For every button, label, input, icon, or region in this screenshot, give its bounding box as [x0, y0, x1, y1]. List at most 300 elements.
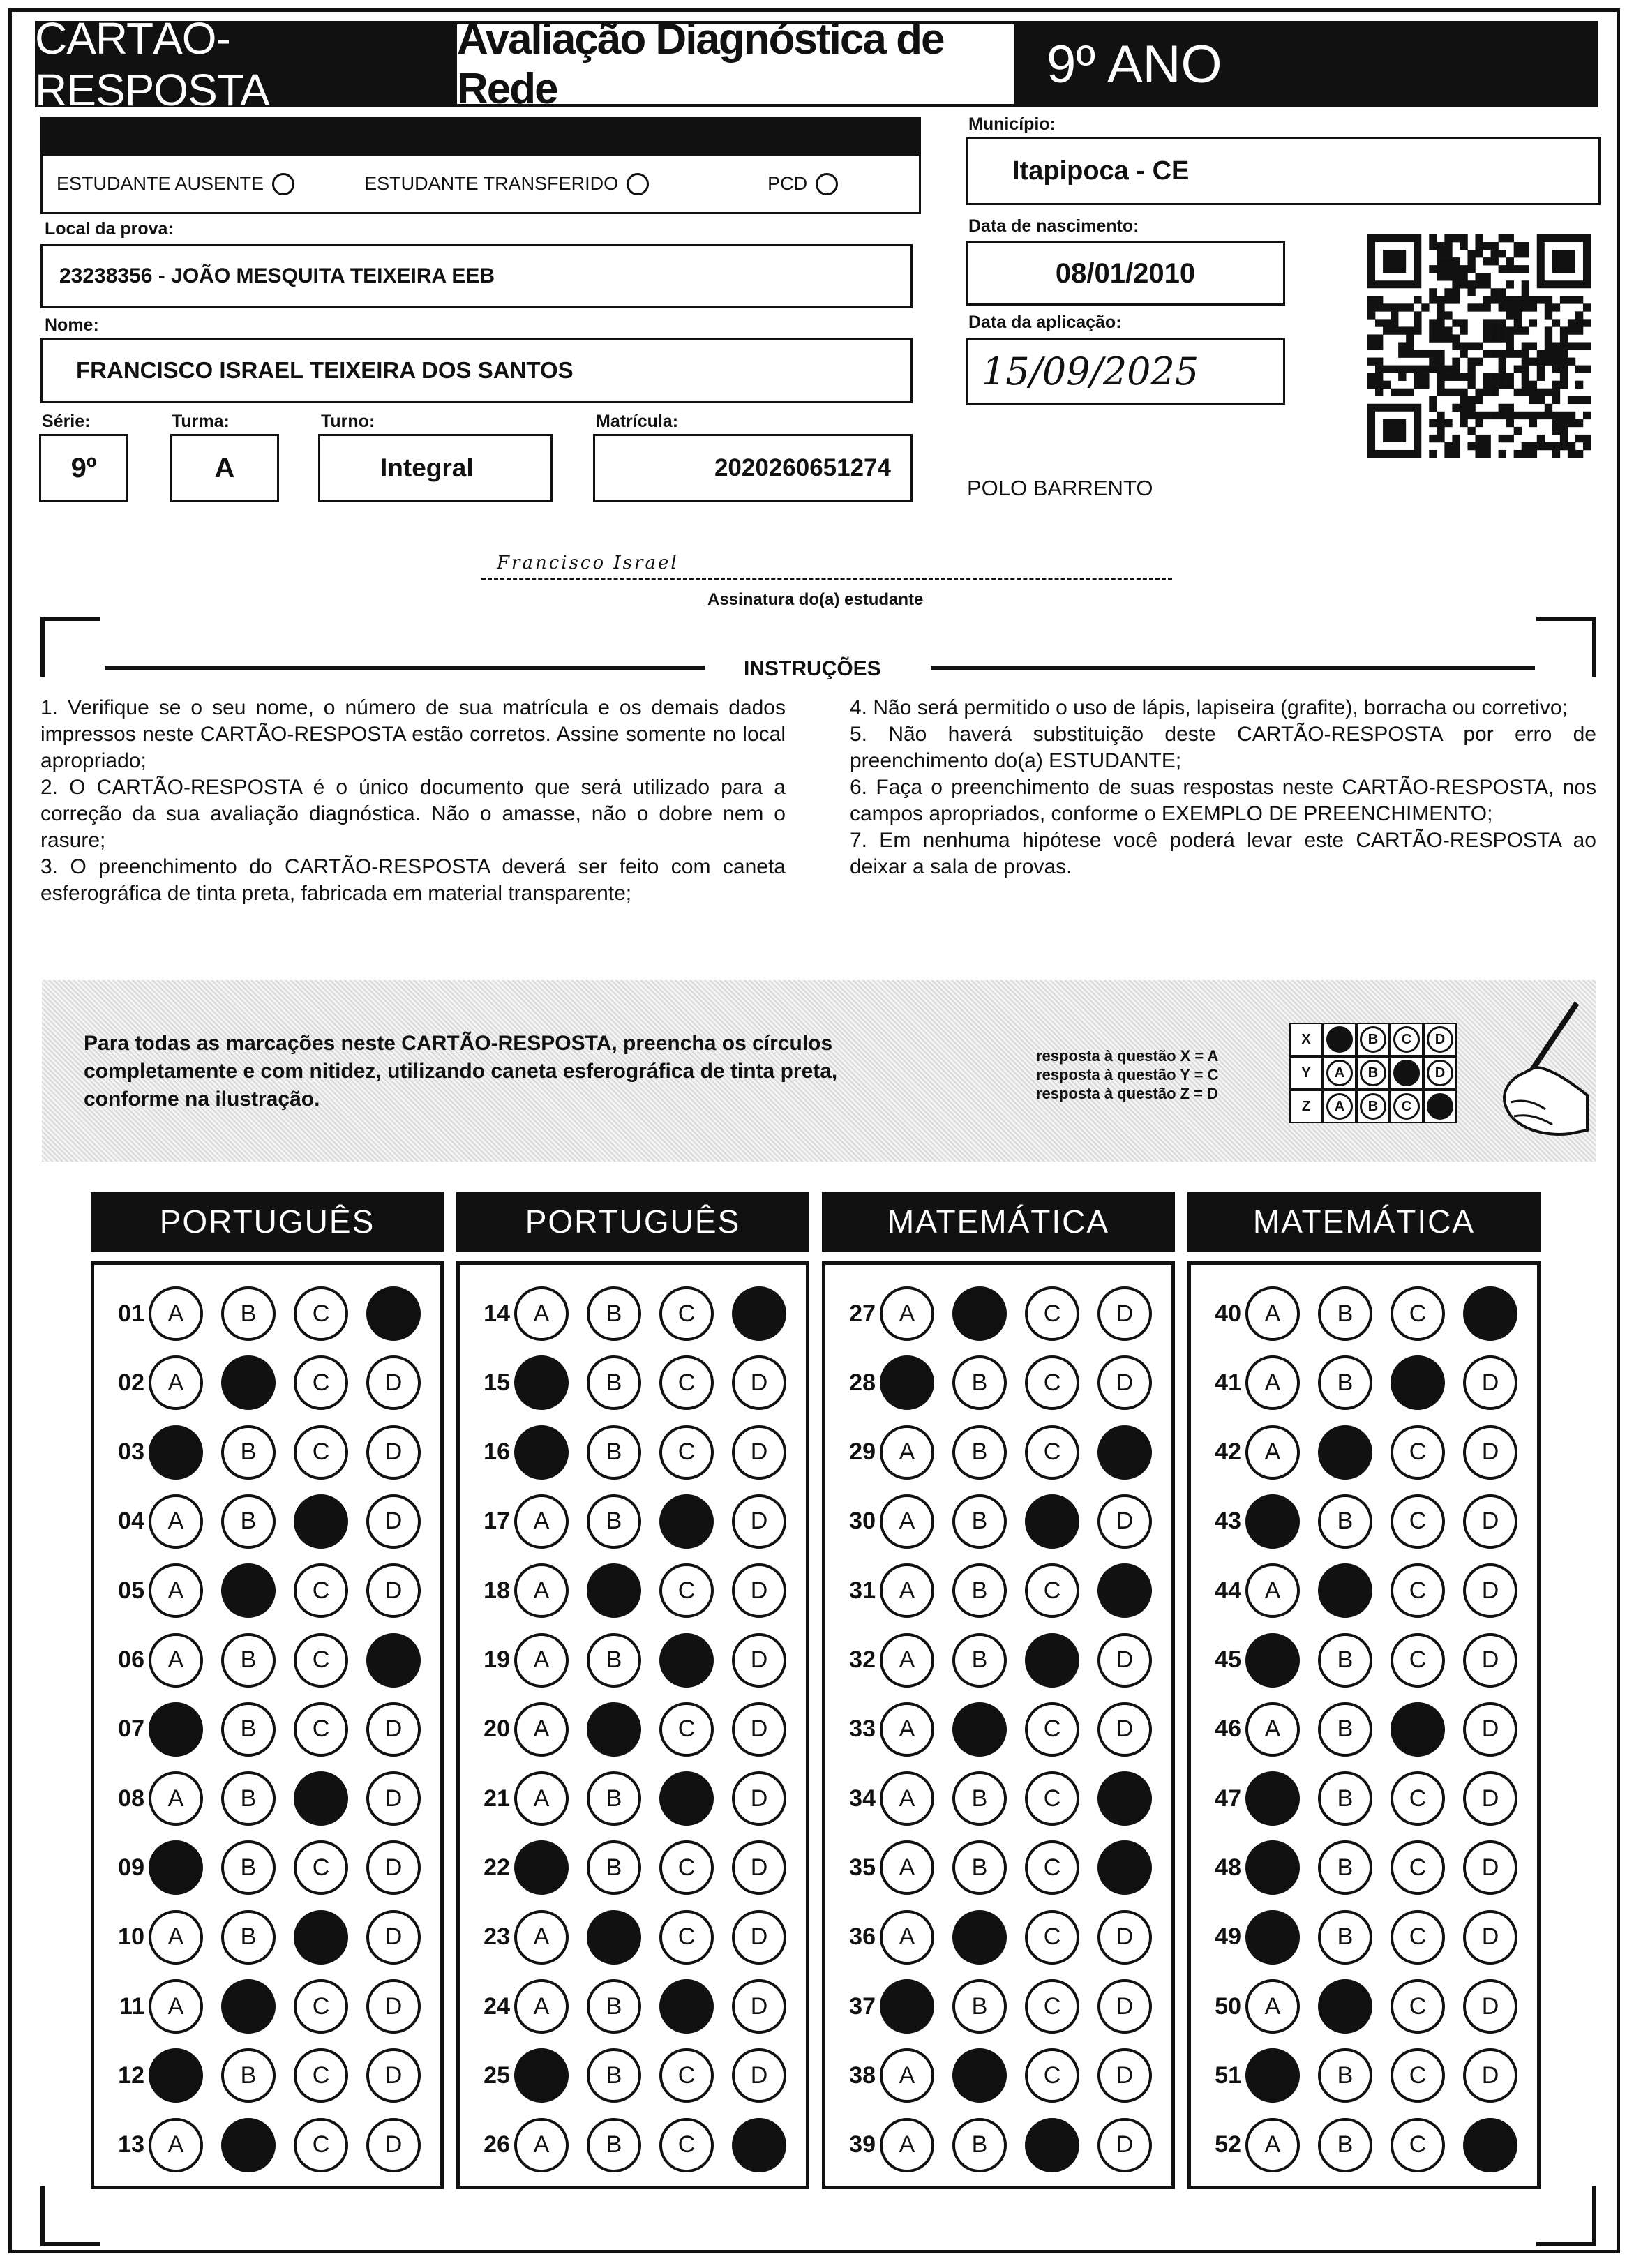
answer-bubble-a[interactable]: A	[880, 1494, 934, 1549]
answer-bubble-c[interactable]: C	[1025, 1563, 1079, 1618]
answer-bubble-b[interactable]: B	[952, 1910, 1007, 1965]
question-number: 37	[849, 1992, 876, 2020]
answer-bubble-a[interactable]: A	[1245, 1910, 1300, 1965]
answer-bubble-d[interactable]: D	[366, 1355, 421, 1410]
example-cell	[1356, 1090, 1390, 1123]
answer-bubble-c[interactable]: C	[1391, 1633, 1445, 1688]
answer-bubble-a[interactable]: A	[149, 1355, 203, 1410]
answer-bubble-d[interactable]: D	[1463, 1563, 1517, 1618]
question-number: 15	[484, 1369, 510, 1396]
answer-bubble-c[interactable]: C	[1025, 1840, 1079, 1895]
answer-bubble-d[interactable]: D	[1463, 1355, 1517, 1410]
answer-bubble-a[interactable]: A	[1245, 1979, 1300, 2034]
question-row	[1202, 1487, 1536, 1556]
answer-bubble-a[interactable]: A	[1245, 1771, 1300, 1826]
answer-bubble-c[interactable]: C	[294, 1355, 348, 1410]
answer-bubble-a[interactable]: A	[514, 1425, 569, 1480]
answer-bubble-c[interactable]: C	[1391, 1286, 1445, 1341]
answer-bubble-b[interactable]: B	[952, 1840, 1007, 1895]
example-bubble: B	[1360, 1060, 1386, 1086]
answer-bubble-c[interactable]: C	[1391, 2118, 1445, 2172]
answer-bubble-b[interactable]: B	[1318, 2118, 1372, 2172]
answer-bubble-c[interactable]: C	[1025, 1494, 1079, 1549]
answer-bubble-b[interactable]: B	[952, 1494, 1007, 1549]
answer-bubble-d[interactable]: D	[1463, 1771, 1517, 1826]
example-grid	[1289, 1023, 1457, 1123]
answer-bubble-a[interactable]: A	[1245, 1494, 1300, 1549]
answer-bubble-c[interactable]: C	[659, 1286, 714, 1341]
answer-bubble-b[interactable]: B	[1318, 2048, 1372, 2103]
answer-bubble-c[interactable]: C	[1025, 1425, 1079, 1480]
example-cell	[1423, 1090, 1457, 1123]
answer-bubble-c[interactable]: C	[294, 1979, 348, 2034]
answer-bubble-d[interactable]: D	[1097, 1702, 1152, 1757]
answer-bubble-d[interactable]: D	[1463, 1286, 1517, 1341]
answer-bubble-c[interactable]: C	[1025, 1286, 1079, 1341]
answer-bubble-d[interactable]: D	[1097, 1840, 1152, 1895]
answer-bubble-a[interactable]: A	[149, 2118, 203, 2172]
turma-label: Turma:	[172, 412, 230, 431]
answer-bubble-b[interactable]: B	[587, 1494, 641, 1549]
question-row	[471, 1279, 804, 1349]
answer-bubble-a[interactable]: A	[880, 2118, 934, 2172]
transferred-bubble[interactable]	[627, 173, 649, 195]
answer-bubble-c[interactable]: C	[659, 1355, 714, 1410]
question-number: 10	[118, 1923, 144, 1951]
matricula-label: Matrícula:	[596, 412, 679, 431]
answer-bubble-d[interactable]: D	[366, 1840, 421, 1895]
answer-bubble-b[interactable]: B	[221, 1563, 276, 1618]
absent-bubble[interactable]	[272, 173, 294, 195]
answer-bubble-d[interactable]: D	[1097, 1979, 1152, 2034]
answer-bubble-d[interactable]: D	[366, 1563, 421, 1618]
instruction-item: 3. O preenchimento do CARTÃO-RESPOSTA deverá ser feito com caneta esferográfica de tinta preta, fabricada em material transparente;	[40, 855, 786, 905]
answer-bubble-d[interactable]: D	[1463, 1425, 1517, 1480]
answer-bubble-c[interactable]: C	[1025, 1771, 1079, 1826]
answer-bubble-c[interactable]: C	[294, 2048, 348, 2103]
question-number: 47	[1215, 1785, 1241, 1812]
answer-bubble-a[interactable]: A	[514, 1494, 569, 1549]
answer-bubble-d[interactable]: D	[366, 1425, 421, 1480]
question-number: 18	[484, 1577, 510, 1604]
question-number: 11	[119, 1992, 144, 2020]
answer-bubble-b[interactable]: B	[952, 1702, 1007, 1757]
answer-bubble-c[interactable]: C	[294, 1771, 348, 1826]
question-row	[837, 1279, 1170, 1349]
answer-bubble-a[interactable]: A	[149, 1425, 203, 1480]
answer-bubble-a[interactable]: A	[880, 1910, 934, 1965]
turma-field: A	[170, 434, 279, 502]
answer-bubble-a[interactable]: A	[514, 2048, 569, 2103]
card-title: CARTÃO-RESPOSTA	[35, 13, 269, 115]
question-row	[471, 1695, 804, 1764]
answer-bubble-d[interactable]: D	[1463, 1494, 1517, 1549]
name-label: Nome:	[45, 315, 99, 335]
answer-bubble-b[interactable]: B	[221, 1910, 276, 1965]
answer-bubble-a[interactable]: A	[1245, 1425, 1300, 1480]
question-number: 49	[1215, 1923, 1241, 1951]
answer-bubble-a[interactable]: A	[1245, 1355, 1300, 1410]
answer-bubble-c[interactable]: C	[1391, 1702, 1445, 1757]
answer-bubble-b[interactable]: B	[1318, 1633, 1372, 1688]
answer-bubble-a[interactable]: A	[880, 1563, 934, 1618]
answer-bubble-a[interactable]: A	[880, 1633, 934, 1688]
answer-bubble-c[interactable]: C	[294, 1633, 348, 1688]
answer-bubble-a[interactable]: A	[149, 1771, 203, 1826]
answer-bubble-b[interactable]: B	[221, 1702, 276, 1757]
answer-bubble-b[interactable]: B	[1318, 1425, 1372, 1480]
answer-bubble-c[interactable]: C	[659, 1771, 714, 1826]
answer-bubble-b[interactable]: B	[1318, 1979, 1372, 2034]
answer-bubble-a[interactable]: A	[149, 1633, 203, 1688]
answer-bubble-b[interactable]: B	[587, 1563, 641, 1618]
answer-bubble-a[interactable]: A	[1245, 2118, 1300, 2172]
serie-field: 9º	[39, 434, 128, 502]
answer-bubble-c[interactable]: C	[659, 2118, 714, 2172]
answer-bubble-a[interactable]: A	[1245, 1286, 1300, 1341]
answer-bubble-d[interactable]: D	[732, 1563, 786, 1618]
answer-bubble-c[interactable]: C	[1391, 1979, 1445, 2034]
answer-bubble-b[interactable]: B	[952, 1563, 1007, 1618]
answer-bubble-d[interactable]: D	[732, 1979, 786, 2034]
answer-bubble-b[interactable]: B	[952, 2048, 1007, 2103]
answer-bubble-a[interactable]: A	[880, 2048, 934, 2103]
answer-bubble-d[interactable]: D	[732, 1771, 786, 1826]
answer-bubble-c[interactable]: C	[659, 1633, 714, 1688]
answer-bubble-d[interactable]: D	[732, 1840, 786, 1895]
example-row	[1289, 1056, 1457, 1090]
answer-bubble-c[interactable]: C	[659, 2048, 714, 2103]
question-number: 32	[849, 1646, 876, 1673]
subject-header: MATEMÁTICA	[822, 1192, 1175, 1252]
answer-bubble-b[interactable]: B	[221, 1425, 276, 1480]
answer-bubble-d[interactable]: D	[366, 1494, 421, 1549]
answer-bubble-d[interactable]: D	[1463, 1840, 1517, 1895]
answer-bubble-b[interactable]: B	[221, 1355, 276, 1410]
answer-bubble-b[interactable]: B	[952, 1425, 1007, 1480]
question-number: 16	[484, 1439, 510, 1466]
answer-bubble-a[interactable]: A	[149, 1563, 203, 1618]
example-legend	[1036, 1046, 1218, 1103]
answer-bubble-c[interactable]: C	[1391, 1425, 1445, 1480]
municipio-field: Itapipoca - CE	[966, 137, 1601, 205]
question-row	[1202, 1972, 1536, 2041]
question-number: 29	[849, 1439, 876, 1466]
answer-bubble-c[interactable]: C	[1391, 1910, 1445, 1965]
example-bubble: A	[1326, 1093, 1353, 1120]
question-number: 33	[849, 1715, 876, 1743]
answer-bubble-c[interactable]: C	[294, 1286, 348, 1341]
answer-bubble-c[interactable]: C	[659, 1425, 714, 1480]
answer-bubble-b[interactable]: B	[952, 2118, 1007, 2172]
answer-bubble-d[interactable]: D	[1097, 1771, 1152, 1826]
hand-pen-icon	[1458, 998, 1591, 1151]
answer-bubble-a[interactable]: A	[1245, 1633, 1300, 1688]
answer-bubble-b[interactable]: B	[1318, 1355, 1372, 1410]
question-number: 48	[1215, 1854, 1241, 1881]
corner-mark	[40, 617, 100, 677]
question-row	[105, 1902, 439, 1972]
answer-bubble-c[interactable]: C	[294, 1425, 348, 1480]
answer-bubble-a[interactable]: A	[880, 1771, 934, 1826]
question-number: 34	[849, 1785, 876, 1812]
question-number: 06	[118, 1646, 144, 1673]
answer-bubble-d[interactable]: D	[366, 2048, 421, 2103]
answer-bubble-a[interactable]: A	[149, 1286, 203, 1341]
instruction-item: 6. Faça o preenchimento de suas respostas neste CARTÃO-RESPOSTA, nos campos apropriados, conforme o EXEMPLO DE PREENCHIMENTO;	[850, 776, 1596, 825]
question-number: 41	[1215, 1369, 1241, 1396]
answer-bubble-d[interactable]: D	[732, 2048, 786, 2103]
question-row	[471, 1487, 804, 1556]
serie-label: Série:	[42, 412, 91, 431]
answer-bubble-c[interactable]: C	[1391, 1563, 1445, 1618]
answer-bubble-b[interactable]: B	[221, 2048, 276, 2103]
signature: Francisco Israel	[497, 553, 679, 573]
example-bubble: D	[1427, 1026, 1453, 1053]
answer-bubble-a[interactable]: A	[1245, 1563, 1300, 1618]
question-number: 01	[118, 1300, 144, 1327]
answer-bubble-b[interactable]: B	[1318, 1494, 1372, 1549]
answer-bubble-c[interactable]: C	[1025, 1979, 1079, 2034]
answer-bubble-b[interactable]: B	[221, 1840, 276, 1895]
question-number: 31	[849, 1577, 876, 1604]
answer-bubble-d[interactable]: D	[1097, 1563, 1152, 1618]
answer-bubble-d[interactable]: D	[1097, 1633, 1152, 1688]
answer-bubble-d[interactable]: D	[732, 1702, 786, 1757]
question-number: 52	[1215, 2131, 1241, 2158]
answer-bubble-c[interactable]: C	[1391, 1771, 1445, 1826]
answer-bubble-b[interactable]: B	[587, 1355, 641, 1410]
answer-bubble-b[interactable]: B	[221, 1286, 276, 1341]
answer-bubble-c[interactable]: C	[659, 1979, 714, 2034]
answer-bubble-d[interactable]: D	[366, 1979, 421, 2034]
answer-bubble-c[interactable]: C	[659, 1702, 714, 1757]
answer-bubble-c[interactable]: C	[294, 1563, 348, 1618]
answer-bubble-d[interactable]: D	[1463, 2118, 1517, 2172]
answer-bubble-b[interactable]: B	[221, 1494, 276, 1549]
answer-bubble-c[interactable]: C	[294, 2118, 348, 2172]
matricula-field: 2020260651274	[593, 434, 913, 502]
example-bubble: B	[1360, 1093, 1386, 1120]
answer-bubble-a[interactable]: A	[1245, 1702, 1300, 1757]
answer-bubble-c[interactable]: C	[659, 1563, 714, 1618]
answer-bubble-b[interactable]: B	[952, 1979, 1007, 2034]
answer-bubble-b[interactable]: B	[1318, 1840, 1372, 1895]
answer-bubble-a[interactable]: A	[880, 1979, 934, 2034]
answer-bubble-a[interactable]: A	[880, 1702, 934, 1757]
answer-bubble-a[interactable]: A	[149, 1702, 203, 1757]
answer-bubble-d[interactable]: D	[366, 1771, 421, 1826]
answer-bubble-a[interactable]: A	[880, 1840, 934, 1895]
answer-bubble-b[interactable]: B	[587, 1979, 641, 2034]
question-number: 22	[484, 1854, 510, 1881]
question-row	[105, 1279, 439, 1349]
answer-bubble-a[interactable]: A	[1245, 2048, 1300, 2103]
example-row	[1289, 1023, 1457, 1056]
subject-header: MATEMÁTICA	[1187, 1192, 1541, 1252]
answer-bubble-c[interactable]: C	[1025, 1910, 1079, 1965]
answer-bubble-a[interactable]: A	[514, 1840, 569, 1895]
question-row	[105, 2110, 439, 2180]
answer-bubble-c[interactable]: C	[659, 1910, 714, 1965]
answer-bubble-a[interactable]: A	[514, 2118, 569, 2172]
turno-field: Integral	[318, 434, 553, 502]
question-number: 40	[1215, 1300, 1241, 1327]
question-row	[837, 1418, 1170, 1487]
answer-bubble-b[interactable]: B	[587, 1286, 641, 1341]
question-number: 19	[484, 1646, 510, 1673]
question-row	[105, 1764, 439, 1833]
answer-bubble-b[interactable]: B	[221, 1979, 276, 2034]
application-date-field: 15/09/2025	[966, 338, 1285, 405]
answer-bubble-d[interactable]: D	[1463, 1979, 1517, 2034]
answer-bubble-c[interactable]: C	[1025, 1633, 1079, 1688]
answer-bubble-c[interactable]: C	[1025, 1702, 1079, 1757]
answer-bubble-d[interactable]: D	[732, 1286, 786, 1341]
example-row	[1289, 1090, 1457, 1123]
answer-bubble-a[interactable]: A	[514, 1702, 569, 1757]
answer-bubble-c[interactable]: C	[659, 1840, 714, 1895]
answer-bubble-d[interactable]: D	[1463, 1910, 1517, 1965]
answer-bubble-c[interactable]: C	[1025, 2118, 1079, 2172]
answer-bubble-d[interactable]: D	[366, 2118, 421, 2172]
answer-bubble-b[interactable]: B	[587, 1771, 641, 1826]
answer-bubble-c[interactable]: C	[1391, 1355, 1445, 1410]
instructions-rule	[105, 666, 705, 670]
question-row	[837, 1833, 1170, 1902]
question-number: 09	[118, 1854, 144, 1881]
answer-bubble-b[interactable]: B	[587, 1633, 641, 1688]
answer-bubble-c[interactable]: C	[659, 1494, 714, 1549]
answer-bubble-d[interactable]: D	[1097, 1355, 1152, 1410]
answer-bubble-a[interactable]: A	[1245, 1840, 1300, 1895]
answer-bubble-d[interactable]: D	[366, 1633, 421, 1688]
question-row	[837, 2110, 1170, 2180]
answer-bubble-b[interactable]: B	[221, 1771, 276, 1826]
birthdate-label: Data de nascimento:	[968, 216, 1139, 236]
question-number: 45	[1215, 1646, 1241, 1673]
answer-bubble-c[interactable]: C	[294, 1702, 348, 1757]
answer-bubble-a[interactable]: A	[149, 1840, 203, 1895]
answer-bubble-b[interactable]: B	[1318, 1563, 1372, 1618]
answer-bubble-d[interactable]: D	[732, 1633, 786, 1688]
answer-bubble-a[interactable]: A	[880, 1425, 934, 1480]
question-number: 50	[1215, 1992, 1241, 2020]
answer-bubble-a[interactable]: A	[514, 1355, 569, 1410]
answer-bubble-d[interactable]: D	[732, 2118, 786, 2172]
answer-bubble-a[interactable]: A	[880, 1286, 934, 1341]
question-number: 04	[118, 1508, 144, 1535]
question-number: 08	[118, 1785, 144, 1812]
answer-bubble-d[interactable]: D	[732, 1494, 786, 1549]
question-row	[1202, 1279, 1536, 1349]
question-row	[837, 1348, 1170, 1418]
answer-bubble-c[interactable]: C	[1391, 2048, 1445, 2103]
question-number: 02	[118, 1369, 144, 1396]
answer-bubble-d[interactable]: D	[366, 1286, 421, 1341]
answer-bubble-a[interactable]: A	[880, 1355, 934, 1410]
answer-bubble-d[interactable]: D	[1463, 2048, 1517, 2103]
answer-bubble-a[interactable]: A	[149, 1494, 203, 1549]
answer-bubble-b[interactable]: B	[587, 1910, 641, 1965]
answer-bubble-b[interactable]: B	[587, 1702, 641, 1757]
answer-bubble-a[interactable]: A	[514, 1910, 569, 1965]
question-number: 20	[484, 1715, 510, 1743]
answer-bubble-d[interactable]: D	[366, 1910, 421, 1965]
answer-bubble-d[interactable]: D	[1097, 1425, 1152, 1480]
answer-bubble-b[interactable]: B	[587, 2118, 641, 2172]
answer-bubble-d[interactable]: D	[1463, 1633, 1517, 1688]
answer-bubble-d[interactable]: D	[1097, 1494, 1152, 1549]
answer-bubble-b[interactable]: B	[1318, 1771, 1372, 1826]
answer-bubble-a[interactable]: A	[514, 1633, 569, 1688]
example-cell	[1390, 1056, 1423, 1090]
local-label: Local da prova:	[45, 219, 174, 239]
answer-bubble-d[interactable]: D	[732, 1910, 786, 1965]
answer-bubble-c[interactable]: C	[1025, 2048, 1079, 2103]
question-number: 26	[484, 2131, 510, 2158]
signature-line	[481, 578, 1172, 580]
answer-bubble-d[interactable]: D	[1097, 1910, 1152, 1965]
answer-bubble-d[interactable]: D	[1463, 1702, 1517, 1757]
answer-bubble-b[interactable]: B	[587, 1840, 641, 1895]
answer-bubble-d[interactable]: D	[366, 1702, 421, 1757]
question-number: 24	[484, 1992, 510, 2020]
answer-bubble-b[interactable]: B	[221, 2118, 276, 2172]
answer-bubble-c[interactable]: C	[294, 1910, 348, 1965]
answer-bubble-b[interactable]: B	[952, 1633, 1007, 1688]
answer-bubble-b[interactable]: B	[1318, 1910, 1372, 1965]
question-row	[1202, 2041, 1536, 2110]
answer-bubble-c[interactable]: C	[1391, 1840, 1445, 1895]
answer-bubble-a[interactable]: A	[149, 2048, 203, 2103]
answer-bubble-a[interactable]: A	[514, 1979, 569, 2034]
answer-bubble-c[interactable]: C	[294, 1494, 348, 1549]
answer-bubble-d[interactable]: D	[1097, 2048, 1152, 2103]
answer-bubble-a[interactable]: A	[514, 1771, 569, 1826]
question-row	[105, 1487, 439, 1556]
answer-bubble-d[interactable]: D	[732, 1355, 786, 1410]
question-row	[837, 1764, 1170, 1833]
answer-bubble-c[interactable]: C	[1391, 1494, 1445, 1549]
answer-bubble-b[interactable]: B	[1318, 1702, 1372, 1757]
question-row	[471, 1972, 804, 2041]
answer-bubble-b[interactable]: B	[221, 1633, 276, 1688]
answer-bubble-a[interactable]: A	[149, 1979, 203, 2034]
legend-item: resposta à questão Y = C	[1036, 1066, 1219, 1083]
question-row	[471, 1556, 804, 1625]
answer-bubble-b[interactable]: B	[587, 2048, 641, 2103]
answer-bubble-d[interactable]: D	[1097, 1286, 1152, 1341]
answer-bubble-c[interactable]: C	[294, 1840, 348, 1895]
answer-bubble-b[interactable]: B	[1318, 1286, 1372, 1341]
answer-bubble-a[interactable]: A	[149, 1910, 203, 1965]
pcd-bubble[interactable]	[816, 173, 838, 195]
transferred-label: ESTUDANTE TRANSFERIDO	[364, 173, 619, 194]
question-row	[105, 1833, 439, 1902]
question-row	[837, 1695, 1170, 1764]
answer-bubble-b[interactable]: B	[587, 1425, 641, 1480]
answer-bubble-b[interactable]: B	[952, 1355, 1007, 1410]
answer-bubble-b[interactable]: B	[952, 1286, 1007, 1341]
answer-bubble-c[interactable]: C	[1025, 1355, 1079, 1410]
question-number: 27	[849, 1300, 876, 1327]
answer-bubble-a[interactable]: A	[514, 1286, 569, 1341]
answer-bubble-d[interactable]: D	[732, 1425, 786, 1480]
answer-bubble-b[interactable]: B	[952, 1771, 1007, 1826]
answer-bubble-d[interactable]: D	[1097, 2118, 1152, 2172]
answer-bubble-a[interactable]: A	[514, 1563, 569, 1618]
